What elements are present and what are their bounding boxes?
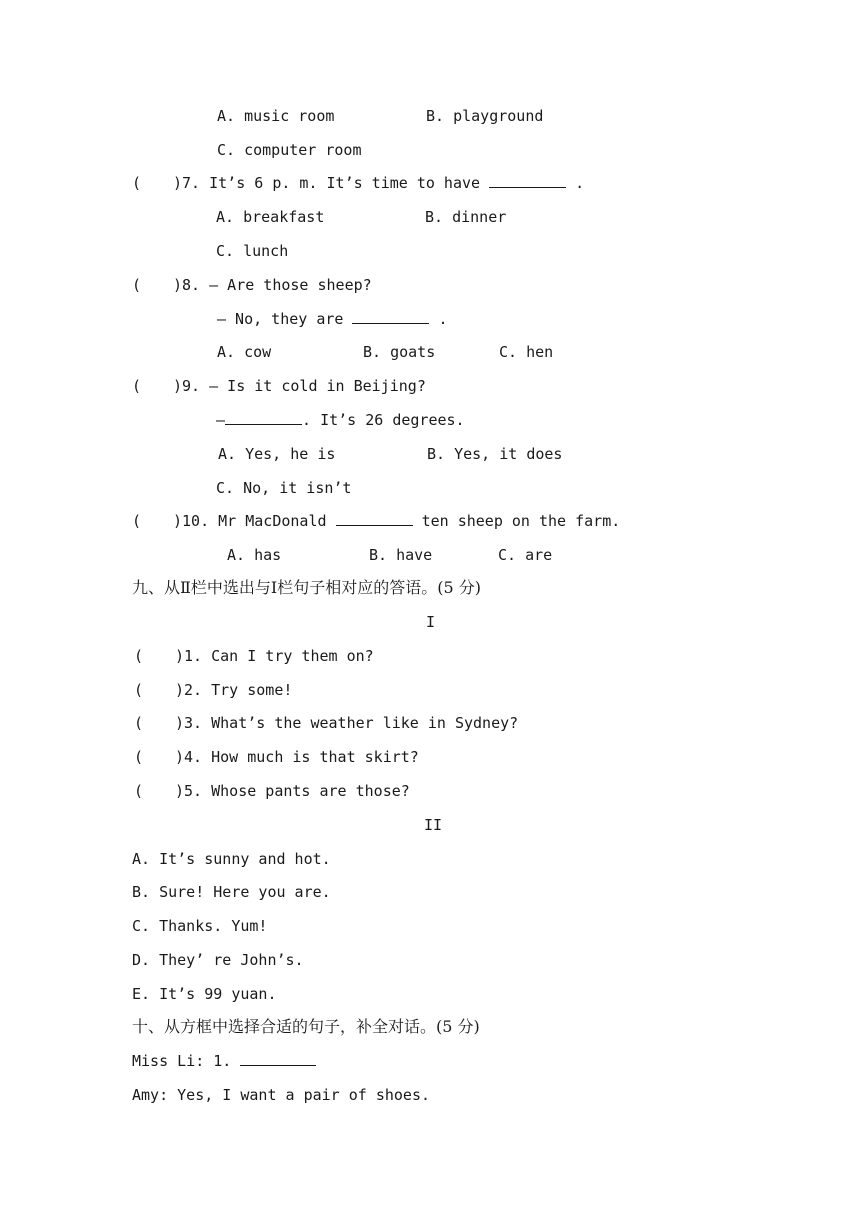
section9-answer-e: E. It’s 99 yuan. <box>132 985 277 1003</box>
q9-option-a: A. Yes, he is <box>218 445 336 463</box>
section9-heading: 九、从Ⅱ栏中选出与Ⅰ栏句子相对应的答语。(5 分) <box>132 578 481 597</box>
q10-paren: ( <box>132 512 142 530</box>
q7-option-a: A. breakfast <box>216 208 325 226</box>
q7-option-b: B. dinner <box>425 208 507 226</box>
q9-option-c: C. No, it isn’t <box>216 479 352 497</box>
q8-number: )8. <box>173 276 201 294</box>
q10-end: ten sheep on the farm. <box>412 512 621 530</box>
q9-option-b: B. Yes, it does <box>427 445 563 463</box>
q8-stem: — Are those sheep? <box>200 276 372 294</box>
section9-item-4-paren: ( <box>134 748 144 766</box>
q7-end: . <box>566 174 585 192</box>
q10-option-a: A. has <box>227 546 282 564</box>
q9-answer <box>216 410 465 430</box>
section9-answer-d: D. They’ re John’s. <box>132 951 304 969</box>
q8-question <box>173 275 372 295</box>
q7-number: )7. <box>173 174 201 192</box>
q9-answer-pre: — <box>216 411 226 429</box>
q7-option-c: C. lunch <box>216 242 289 260</box>
q7-stem: It’s 6 p. m. It’s time to have <box>200 174 490 192</box>
q7-blank <box>489 173 566 188</box>
q10-question <box>173 511 620 531</box>
section10-heading: 十、从方框中选择合适的句子，补全对话。(5 分) <box>132 1017 480 1036</box>
section9-item-3-paren: ( <box>134 714 144 732</box>
section9-item-5: )5. Whose pants are those? <box>175 782 410 800</box>
q9-number: )9. <box>173 377 201 395</box>
section9-answer-a: A. It’s sunny and hot. <box>132 850 331 868</box>
section10-speaker-line-1: Miss Li: 1. <box>132 1052 241 1070</box>
q6-option-a: A. music room <box>217 107 335 125</box>
section9-column-i-label: I <box>426 613 436 631</box>
q7-paren: ( <box>132 174 142 192</box>
q8-option-c: C. hen <box>499 343 554 361</box>
q8-option-b: B. goats <box>363 343 436 361</box>
section10-blank-1 <box>240 1051 316 1066</box>
q8-answer-pre: — No, they are <box>217 310 353 328</box>
section9-item-4: )4. How much is that skirt? <box>175 748 419 766</box>
q10-number: )10. <box>173 512 210 530</box>
q6-option-b: B. playground <box>426 107 544 125</box>
section10-line-1 <box>132 1051 316 1071</box>
section9-answer-b: B. Sure! Here you are. <box>132 883 331 901</box>
q9-answer-end: . It’s 26 degrees. <box>302 411 465 429</box>
q8-option-a: A. cow <box>217 343 272 361</box>
section9-item-3: )3. What’s the weather like in Sydney? <box>175 714 519 732</box>
section9-item-2-paren: ( <box>134 681 144 699</box>
q9-blank <box>225 410 302 425</box>
q6-option-c: C. computer room <box>217 141 362 159</box>
section9-item-1: )1. Can I try them on? <box>175 647 374 665</box>
q10-stem: Mr MacDonald <box>209 512 336 530</box>
q10-blank <box>336 511 413 526</box>
section10-line-2: Amy: Yes, I want a pair of shoes. <box>132 1086 431 1104</box>
q8-blank <box>352 309 429 324</box>
section9-column-ii-label: II <box>424 816 443 834</box>
q10-option-c: C. are <box>498 546 553 564</box>
q10-option-b: B. have <box>369 546 433 564</box>
section9-item-1-paren: ( <box>134 647 144 665</box>
q9-question <box>173 376 426 396</box>
q8-paren: ( <box>132 276 142 294</box>
q8-answer <box>217 309 448 329</box>
section9-item-5-paren: ( <box>134 782 144 800</box>
q9-stem: — Is it cold in Beijing? <box>200 377 426 395</box>
section9-answer-c: C. Thanks. Yum! <box>132 917 268 935</box>
q9-paren: ( <box>132 377 142 395</box>
section9-item-2: )2. Try some! <box>175 681 293 699</box>
q7-question <box>173 173 584 193</box>
q8-answer-end: . <box>429 310 448 328</box>
